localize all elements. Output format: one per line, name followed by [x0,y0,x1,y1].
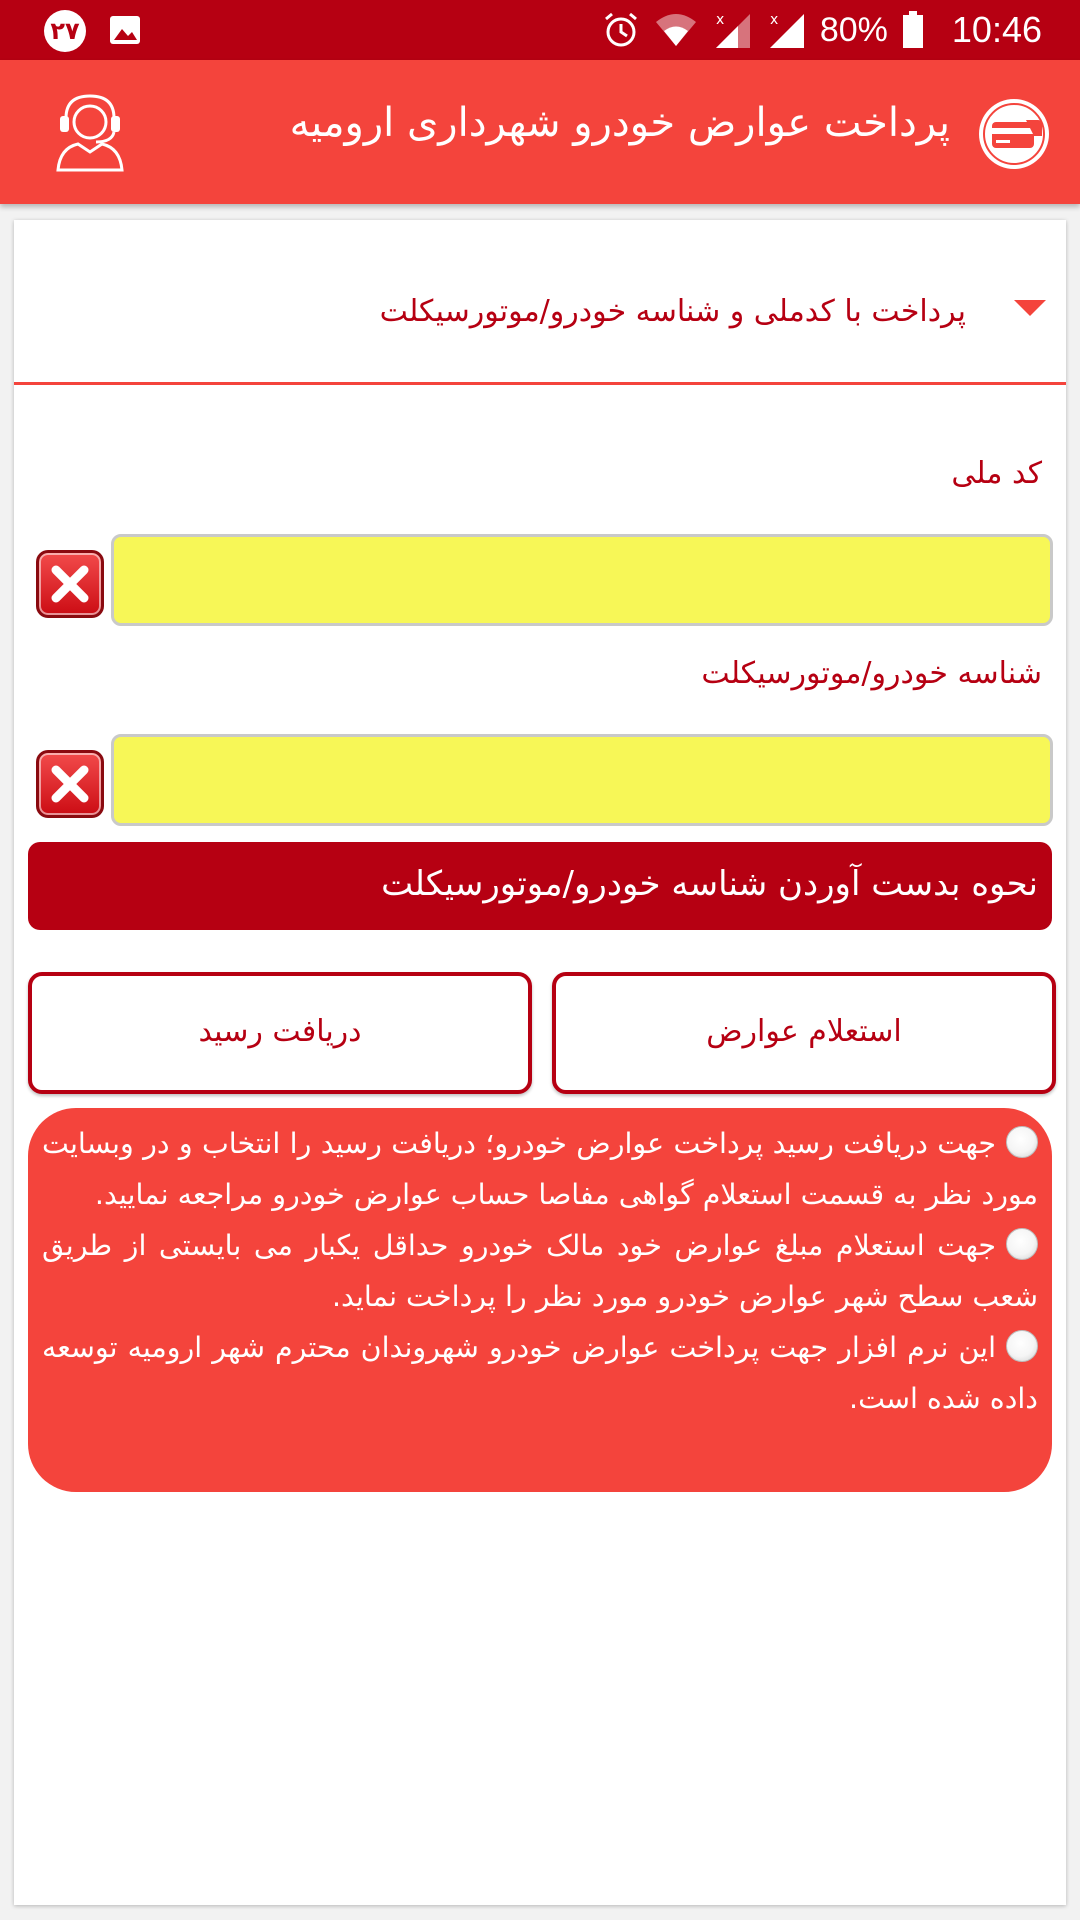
close-icon [48,562,92,606]
payment-card-icon [976,96,1052,172]
close-icon [48,762,92,806]
signal-icon [712,10,752,50]
bullet-icon [1006,1330,1038,1362]
bullet-icon [1006,1126,1038,1158]
howto-vehicle-id-button[interactable]: نحوه بدست آوردن شناسه خودرو/موتورسیکلت [28,842,1052,930]
app-title: پرداخت عوارض خودرو شهرداری ارومیه [289,100,950,146]
clear-national-code-button[interactable] [36,550,104,618]
wifi-icon [654,12,698,48]
vehicle-id-input[interactable] [111,734,1053,826]
support-headset-icon[interactable] [52,92,128,172]
national-code-label: کد ملی [951,456,1042,491]
vehicle-id-label: شناسه خودرو/موتورسیکلت [701,656,1042,691]
clock: 10:46 [951,9,1042,50]
national-code-input[interactable] [111,534,1053,626]
info-box [28,1108,1052,1492]
info-item: جهت استعلام مبلغ عوارض خود مالک خودرو حداقل یکبار می بایستی از طریق شعب سطح شهر عوارض خودرو مورد نظر را پرداخت نماید. [42,1229,1038,1313]
svg-text:x: x [715,12,725,28]
section-header[interactable] [14,220,1066,385]
svg-text:x: x [769,12,779,28]
image-icon [108,14,142,46]
main-card [14,220,1066,1905]
battery-icon [902,11,924,49]
info-item: این نرم افزار جهت پرداخت عوارض خودرو شهروندان محترم شهر ارومیه توسعه داده شده است. [42,1331,1038,1415]
status-bar [0,0,1080,60]
notification-count-badge: ۲۷ [44,10,86,52]
caret-down-icon[interactable] [1014,300,1046,316]
alarm-icon [602,11,640,49]
inquiry-button[interactable]: استعلام عوارض [552,972,1056,1094]
section-title: پرداخت با کدملی و شناسه خودرو/موتورسیکلت [379,294,966,329]
app-bar [0,60,1080,204]
info-item: جهت دریافت رسید پرداخت عوارض خودرو؛ دریافت رسید را انتخاب و در وبسایت مورد نظر به قسمت استعلام گواهی مفاصا حساب عوارض خودرو مراجعه نمایید. [42,1127,1038,1211]
battery-percent: 80% [819,10,888,49]
bullet-icon [1006,1228,1038,1260]
receipt-button[interactable]: دریافت رسید [28,972,532,1094]
clear-vehicle-id-button[interactable] [36,750,104,818]
signal-icon [766,10,806,50]
